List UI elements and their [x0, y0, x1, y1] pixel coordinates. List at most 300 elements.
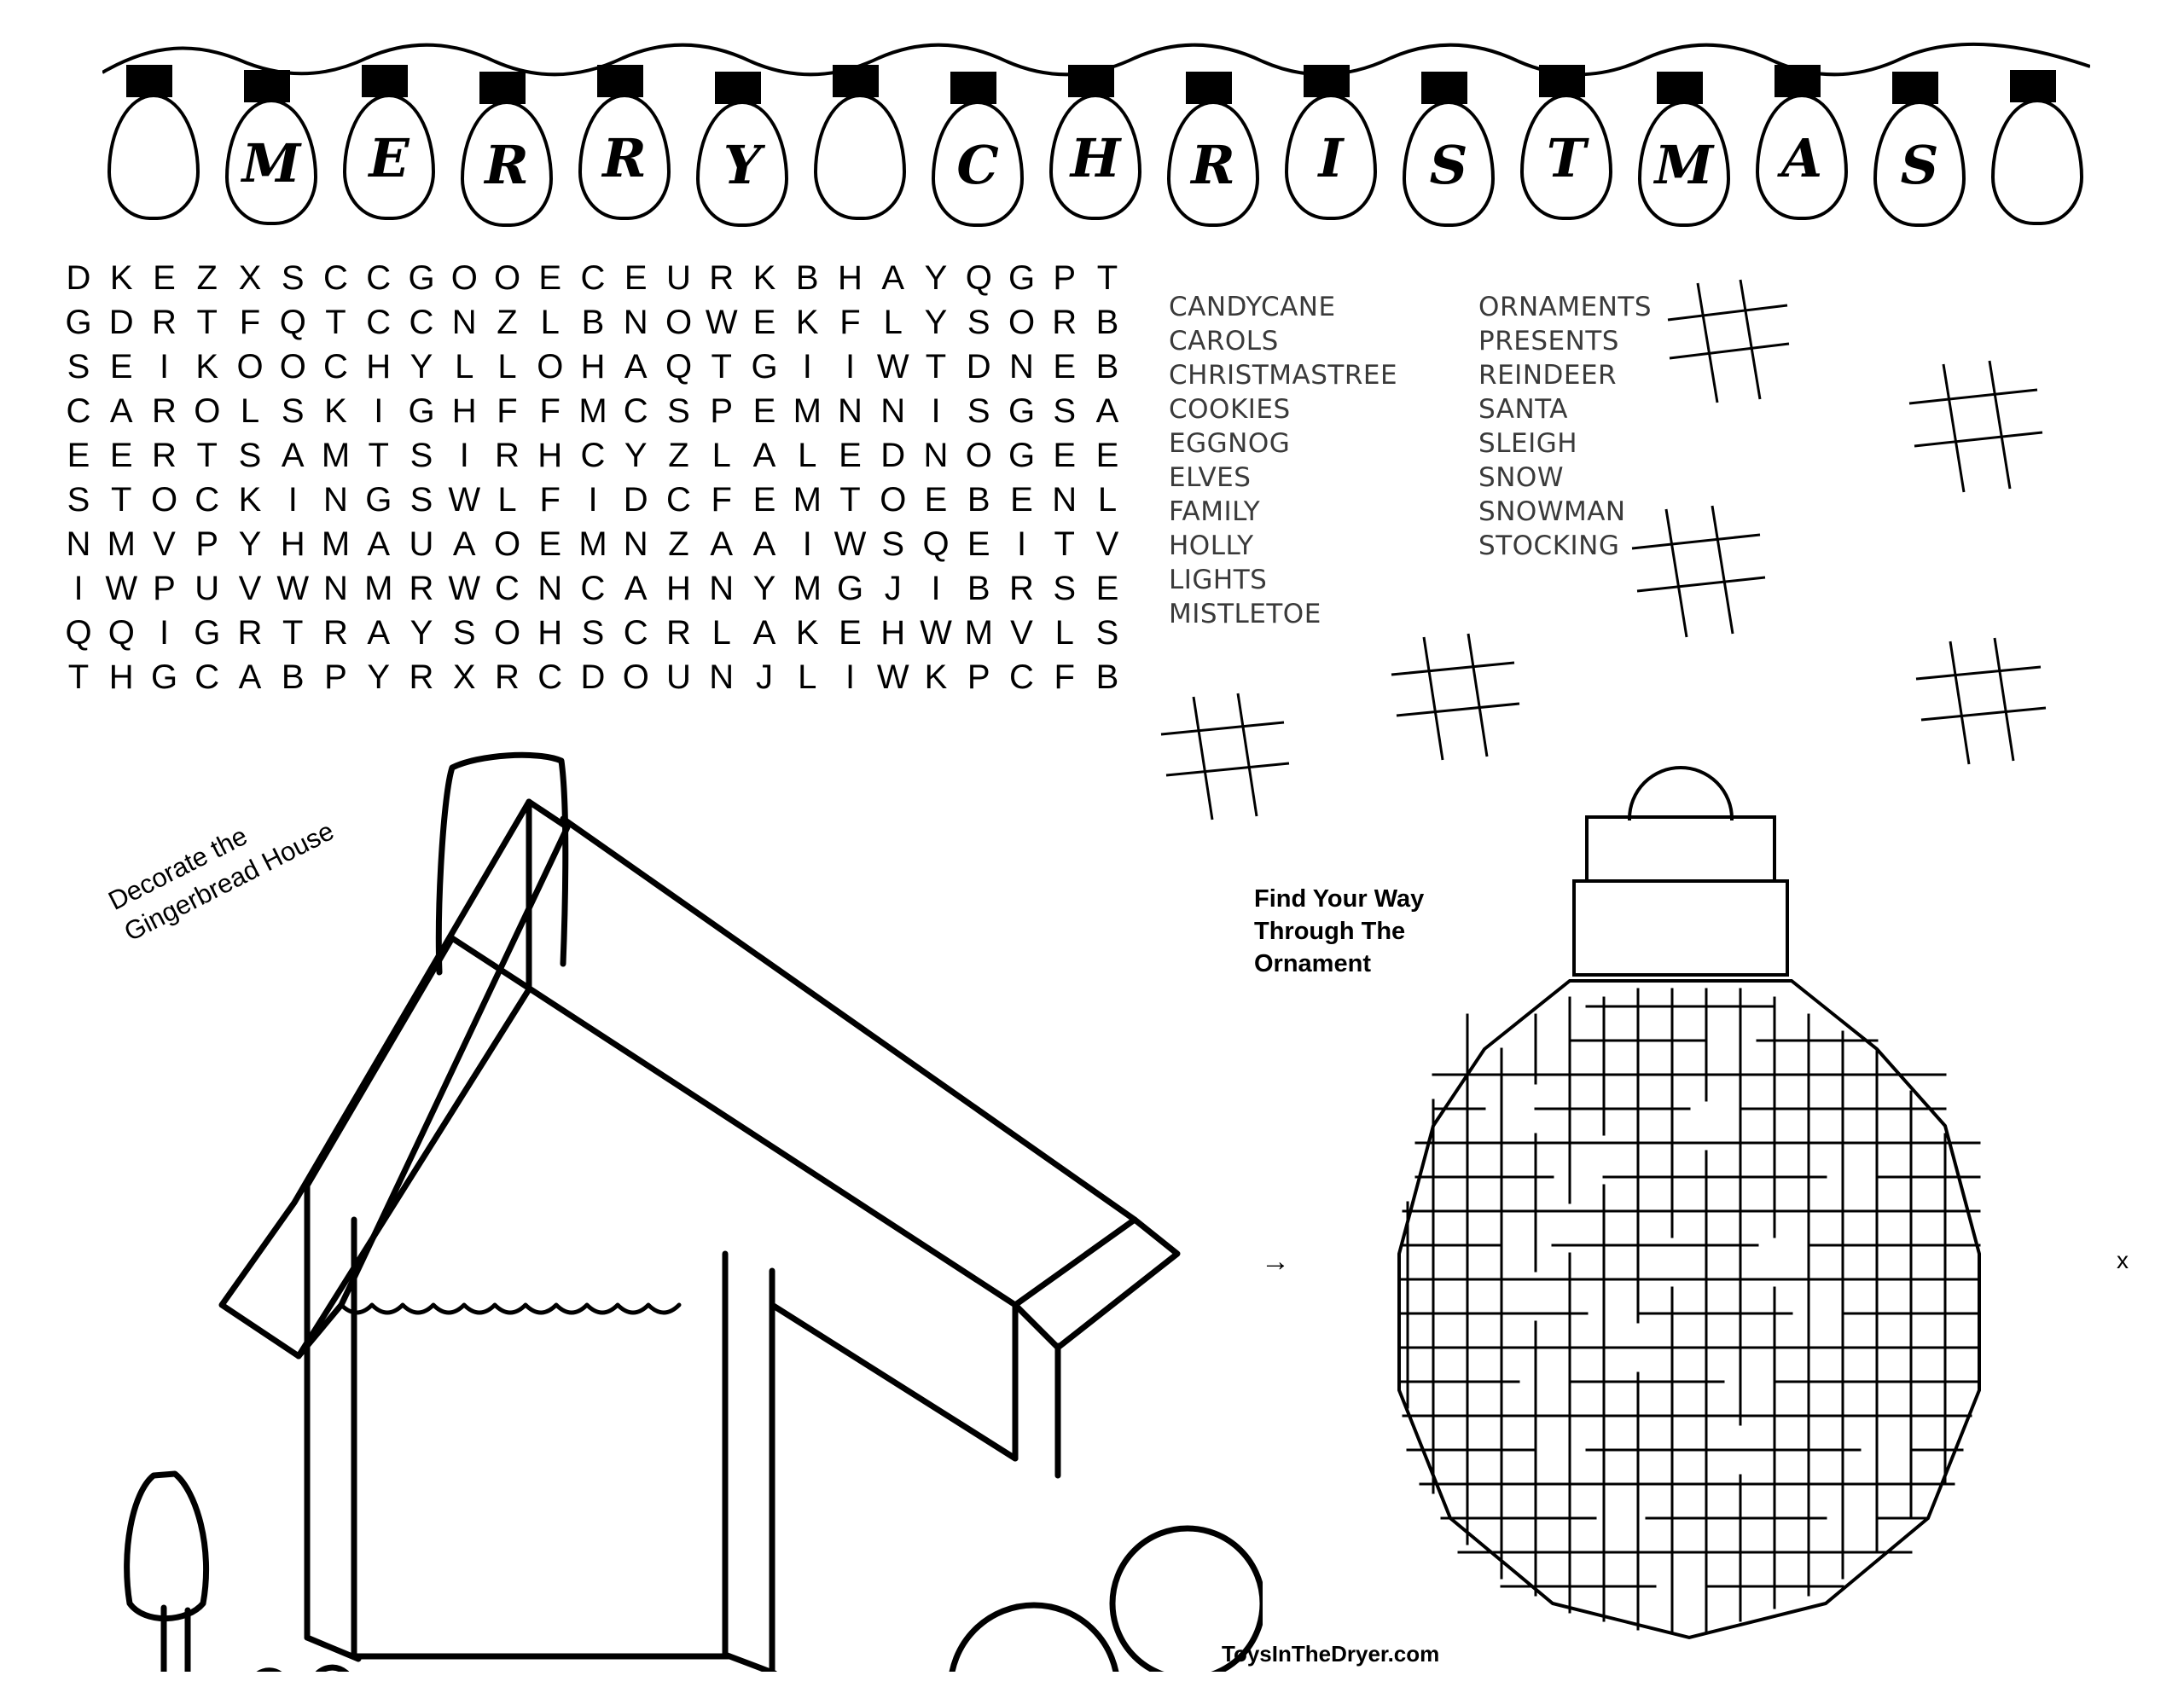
ws-letter: H: [666, 570, 691, 607]
ws-letter: E: [624, 259, 648, 297]
ws-letter: R: [152, 437, 177, 474]
bulb-body: [225, 99, 317, 225]
ws-letter: I: [802, 348, 812, 386]
ws-letter: L: [497, 481, 517, 519]
ws-letter: Q: [279, 304, 306, 341]
gingerbread-house-label: Decorate the Gingerbread House: [103, 815, 339, 948]
ws-letter: Q: [922, 525, 950, 563]
ws-letter: C: [66, 392, 91, 430]
ws-letter: W: [876, 658, 909, 696]
ws-letter: F: [711, 481, 732, 519]
ws-letter: T: [282, 614, 304, 652]
ws-letter: Z: [196, 259, 218, 297]
ws-letter: V: [1095, 525, 1119, 563]
ws-letter: S: [238, 437, 262, 474]
ws-letter: Y: [367, 658, 391, 696]
ws-letter: Y: [238, 525, 262, 563]
ws-letter: G: [408, 392, 435, 430]
ws-letter: O: [965, 437, 992, 474]
ws-letter: H: [451, 392, 477, 430]
ws-letter: B: [795, 259, 819, 297]
ws-letter: O: [493, 525, 521, 563]
ws-letter: U: [666, 658, 691, 696]
ws-letter: K: [924, 658, 948, 696]
ws-letter: D: [623, 481, 648, 519]
bulb-body: [1167, 101, 1259, 227]
ws-letter: I: [159, 348, 170, 386]
ws-letter: A: [109, 392, 133, 430]
ws-letter: C: [195, 481, 220, 519]
ws-letter: L: [240, 392, 260, 430]
site-credit: ToysInTheDryer.com: [1222, 1641, 1440, 1667]
ws-letter: N: [1052, 481, 1077, 519]
ws-letter: U: [409, 525, 434, 563]
ws-letter: L: [1097, 481, 1118, 519]
ws-letter: S: [581, 614, 605, 652]
bulb-cap-icon: [479, 72, 526, 104]
ws-letter: W: [705, 304, 738, 341]
ws-letter: B: [967, 481, 990, 519]
light-bulb: [691, 39, 787, 227]
ws-letter: C: [323, 259, 348, 297]
ws-letter: D: [66, 259, 91, 297]
word-list-column-1: [1169, 290, 1397, 631]
ws-letter: M: [793, 481, 822, 519]
ws-letter: Q: [65, 614, 92, 652]
bulb-body: [696, 101, 788, 227]
ws-letter: A: [752, 525, 776, 563]
ws-letter: V: [238, 570, 262, 607]
bulb-cap-icon: [1186, 72, 1232, 104]
ws-letter: Q: [107, 614, 135, 652]
ws-letter: M: [793, 570, 822, 607]
bulb-letter: T: [1546, 127, 1587, 189]
ws-letter: F: [539, 392, 561, 430]
light-bulb: [1162, 39, 1258, 227]
ws-letter: C: [195, 658, 220, 696]
word-list-item: ELVES: [1169, 462, 1252, 493]
ws-letter: H: [838, 259, 863, 297]
ws-letter: B: [1095, 348, 1119, 386]
ws-letter: M: [321, 437, 351, 474]
bulb-body: [1403, 101, 1495, 227]
word-list-item: SNOWMAN: [1478, 496, 1626, 527]
ws-letter: F: [539, 481, 561, 519]
ws-letter: L: [497, 348, 517, 386]
ws-letter: N: [537, 570, 563, 607]
light-bulb: [338, 32, 433, 220]
ws-letter: G: [751, 348, 778, 386]
ws-letter: W: [876, 348, 909, 386]
bulb-letter: H: [1070, 127, 1121, 189]
ws-letter: N: [623, 525, 648, 563]
ws-letter: N: [323, 570, 348, 607]
ws-letter: E: [1053, 348, 1077, 386]
ws-letter: N: [323, 481, 348, 519]
ws-letter: G: [194, 614, 221, 652]
ws-letter: M: [578, 392, 607, 430]
ws-letter: C: [666, 481, 691, 519]
bulb-cap-icon: [597, 65, 643, 97]
ws-letter: S: [410, 481, 433, 519]
ws-letter: V: [1010, 614, 1033, 652]
ws-letter: I: [1016, 525, 1027, 563]
ws-letter: W: [448, 570, 481, 607]
word-search-row: [60, 655, 1126, 699]
word-list-item: LIGHTS: [1169, 565, 1268, 595]
ws-letter: P: [967, 658, 990, 696]
ws-letter: Y: [924, 304, 948, 341]
ws-letter: E: [924, 481, 948, 519]
light-bulb: [809, 32, 904, 220]
bulb-letter: S: [1429, 134, 1468, 196]
bulb-cap-icon: [950, 72, 996, 104]
ws-letter: X: [452, 658, 476, 696]
word-search-row: [60, 256, 1126, 300]
ws-letter: H: [537, 437, 563, 474]
ws-letter: R: [495, 437, 520, 474]
ws-letter: Q: [965, 259, 992, 297]
ws-letter: C: [623, 614, 648, 652]
word-list-item: ORNAMENTS: [1478, 292, 1653, 322]
light-bulb: [220, 38, 316, 225]
ws-letter: W: [920, 614, 952, 652]
ws-letter: O: [622, 658, 649, 696]
word-list-item: EGGNOG: [1169, 428, 1291, 459]
bulb-cap-icon: [1068, 65, 1114, 97]
bulb-body: [461, 101, 553, 227]
ws-letter: B: [581, 304, 605, 341]
bulb-body: [1756, 94, 1848, 220]
ws-letter: S: [967, 304, 990, 341]
bulb-cap-icon: [1774, 65, 1821, 97]
ws-letter: G: [365, 481, 392, 519]
bulb-cap-icon: [715, 72, 761, 104]
bulb-body: [932, 101, 1024, 227]
ws-letter: Z: [668, 437, 689, 474]
ws-letter: O: [493, 259, 521, 297]
word-search-row: [60, 478, 1126, 522]
ws-letter: A: [624, 348, 648, 386]
bulb-body: [814, 94, 906, 220]
ws-letter: A: [752, 614, 776, 652]
word-search-row: [60, 345, 1126, 389]
ws-letter: Y: [924, 259, 948, 297]
ws-letter: V: [153, 525, 176, 563]
ws-letter: Y: [624, 437, 648, 474]
ws-letter: L: [712, 614, 731, 652]
word-list-item: REINDEER: [1478, 360, 1618, 391]
word-list-item: STOCKING: [1478, 531, 1620, 561]
ws-letter: A: [881, 259, 905, 297]
ws-letter: A: [281, 437, 305, 474]
word-search-row: [60, 566, 1126, 611]
ws-letter: K: [752, 259, 776, 297]
ws-letter: T: [196, 304, 218, 341]
bulb-letter: R: [485, 134, 529, 196]
ws-letter: S: [410, 437, 433, 474]
snowflake-icon: [1651, 273, 1804, 418]
ws-letter: N: [838, 392, 863, 430]
word-list-item: SANTA: [1478, 394, 1568, 425]
word-list-item: CANDYCANE: [1169, 292, 1336, 322]
ws-letter: A: [367, 614, 391, 652]
word-search-row: [60, 522, 1126, 566]
ws-letter: O: [236, 348, 264, 386]
ws-letter: A: [238, 658, 262, 696]
ws-letter: E: [752, 392, 776, 430]
ws-letter: I: [845, 658, 856, 696]
ws-letter: A: [1095, 392, 1119, 430]
ws-letter: N: [709, 570, 735, 607]
bulb-letter: R: [602, 127, 647, 189]
bulb-cap-icon: [244, 70, 290, 102]
word-search-row: [60, 611, 1126, 655]
ws-letter: T: [196, 437, 218, 474]
ws-letter: C: [580, 437, 606, 474]
ws-letter: S: [667, 392, 690, 430]
ws-letter: I: [374, 392, 384, 430]
ws-letter: I: [931, 570, 941, 607]
ws-letter: R: [1009, 570, 1034, 607]
bulb-cap-icon: [833, 65, 879, 97]
ws-letter: E: [967, 525, 990, 563]
bulb-body: [107, 94, 200, 220]
ws-letter: E: [752, 481, 776, 519]
word-list: [1169, 290, 1652, 631]
ws-letter: L: [883, 304, 903, 341]
bulb-letter: C: [956, 134, 999, 196]
ws-letter: R: [409, 658, 434, 696]
ws-letter: J: [884, 570, 902, 607]
ws-letter: N: [880, 392, 906, 430]
ws-letter: O: [880, 481, 907, 519]
light-bulb: [1868, 39, 1964, 227]
light-bulb: [926, 39, 1022, 227]
ws-letter: H: [280, 525, 305, 563]
ws-letter: Y: [410, 348, 433, 386]
ws-letter: K: [324, 392, 347, 430]
ws-letter: H: [108, 658, 134, 696]
ws-letter: Z: [668, 525, 689, 563]
ws-letter: T: [1054, 525, 1075, 563]
ws-letter: E: [839, 614, 862, 652]
ws-letter: Q: [665, 348, 693, 386]
ws-letter: P: [710, 392, 734, 430]
ws-letter: S: [967, 392, 990, 430]
ws-letter: E: [1095, 437, 1119, 474]
ws-letter: G: [1008, 259, 1036, 297]
ws-letter: T: [325, 304, 346, 341]
ws-letter: P: [153, 570, 176, 607]
ws-letter: I: [931, 392, 941, 430]
ws-letter: A: [710, 525, 734, 563]
light-bulb: [102, 32, 198, 220]
ws-letter: E: [109, 437, 133, 474]
ws-letter: T: [711, 348, 732, 386]
ws-letter: Z: [497, 304, 518, 341]
ws-letter: M: [793, 392, 822, 430]
ws-letter: R: [152, 304, 177, 341]
maze-exit-marker: x: [2117, 1247, 2129, 1273]
bulb-letter: M: [1654, 134, 1714, 196]
ws-letter: L: [540, 304, 560, 341]
ws-letter: C: [623, 392, 648, 430]
bulb-cap-icon: [1657, 72, 1703, 104]
ws-letter: F: [497, 392, 518, 430]
ws-letter: O: [450, 259, 478, 297]
ws-letter: K: [238, 481, 262, 519]
ws-letter: E: [1053, 437, 1077, 474]
light-bulb: [1633, 39, 1728, 227]
ws-letter: O: [150, 481, 178, 519]
ws-letter: C: [409, 304, 434, 341]
ws-letter: M: [578, 525, 607, 563]
bulb-letter: E: [369, 127, 410, 189]
light-bulb: [1751, 32, 1846, 220]
ws-letter: F: [239, 304, 261, 341]
ws-letter: I: [459, 437, 469, 474]
ornament-maze: [1228, 674, 2175, 1689]
ws-letter: F: [1054, 658, 1075, 696]
ws-letter: I: [288, 481, 298, 519]
ws-letter: B: [1095, 658, 1119, 696]
ws-letter: A: [452, 525, 476, 563]
ws-letter: G: [836, 570, 864, 607]
light-bulb: [1044, 32, 1140, 220]
ws-letter: S: [1095, 614, 1119, 652]
word-search-row: [60, 433, 1126, 478]
light-bulb: [1280, 32, 1375, 220]
ws-letter: P: [1053, 259, 1077, 297]
ws-letter: I: [159, 614, 170, 652]
ws-letter: C: [366, 259, 392, 297]
ws-letter: N: [66, 525, 91, 563]
light-bulb: [456, 39, 551, 227]
ws-letter: O: [665, 304, 693, 341]
ws-letter: L: [455, 348, 474, 386]
ws-letter: P: [195, 525, 219, 563]
maze-instruction-label: Find Your Way Through The Ornament: [1254, 885, 1425, 977]
ws-letter: B: [967, 570, 990, 607]
ws-letter: A: [624, 570, 648, 607]
ws-letter: T: [839, 481, 861, 519]
ws-letter: R: [409, 570, 434, 607]
ws-letter: C: [1009, 658, 1034, 696]
ws-letter: I: [802, 525, 812, 563]
word-list-item: FAMILY: [1169, 496, 1261, 527]
ws-letter: J: [756, 658, 773, 696]
word-list-item: HOLLY: [1169, 531, 1254, 561]
ornament-maze-drawing: [1228, 674, 2175, 1689]
ws-letter: B: [1095, 304, 1119, 341]
ws-letter: E: [839, 437, 862, 474]
word-search-row: [60, 389, 1126, 433]
ws-letter: G: [65, 304, 92, 341]
ws-letter: L: [1054, 614, 1074, 652]
ws-letter: E: [752, 304, 776, 341]
bulb-cap-icon: [1892, 72, 1938, 104]
bulb-cap-icon: [362, 65, 408, 97]
ws-letter: R: [152, 392, 177, 430]
ws-letter: C: [580, 259, 606, 297]
ws-letter: W: [448, 481, 481, 519]
bulb-body: [1638, 101, 1730, 227]
ws-letter: C: [366, 304, 392, 341]
ws-letter: M: [964, 614, 993, 652]
ws-letter: S: [281, 259, 305, 297]
ws-letter: K: [795, 304, 819, 341]
word-list-item: SNOW: [1478, 462, 1564, 493]
ws-letter: W: [276, 570, 310, 607]
snowflake-icon: [1617, 499, 1779, 652]
merry-christmas-banner: [102, 26, 2090, 222]
bulb-body: [1873, 101, 1966, 227]
ws-letter: H: [880, 614, 906, 652]
ws-letter: C: [323, 348, 348, 386]
word-search-grid: [60, 256, 1126, 699]
ws-letter: M: [107, 525, 136, 563]
bulb-letter: I: [1318, 127, 1344, 189]
word-list-item: COOKIES: [1169, 394, 1291, 425]
ws-letter: U: [666, 259, 691, 297]
word-list-item: CAROLS: [1169, 326, 1279, 357]
ws-letter: Y: [752, 570, 776, 607]
ws-letter: K: [109, 259, 133, 297]
light-bulb: [1986, 38, 2082, 225]
bulb-body: [1991, 99, 2083, 225]
ws-letter: R: [666, 614, 691, 652]
ws-letter: N: [623, 304, 648, 341]
ws-letter: N: [709, 658, 735, 696]
maze-entry-arrow-icon: →: [1261, 1245, 1290, 1278]
ws-letter: E: [1095, 570, 1119, 607]
bulb-cap-icon: [1421, 72, 1467, 104]
ws-letter: B: [281, 658, 305, 696]
ws-letter: S: [1053, 392, 1077, 430]
ws-letter: H: [580, 348, 606, 386]
ws-letter: N: [923, 437, 949, 474]
ws-letter: T: [925, 348, 947, 386]
ws-letter: T: [1096, 259, 1118, 297]
bulb-letter: Y: [723, 134, 762, 196]
ws-letter: O: [537, 348, 564, 386]
ws-letter: S: [281, 392, 305, 430]
ws-letter: L: [798, 437, 817, 474]
ws-letter: I: [73, 570, 84, 607]
ws-letter: I: [845, 348, 856, 386]
ws-letter: M: [321, 525, 351, 563]
light-bulb: [573, 32, 669, 220]
ws-letter: G: [1008, 392, 1036, 430]
ws-letter: F: [839, 304, 861, 341]
bulb-cap-icon: [2010, 70, 2056, 102]
ws-letter: H: [366, 348, 392, 386]
ws-letter: G: [408, 259, 435, 297]
ws-letter: N: [451, 304, 477, 341]
ws-letter: W: [105, 570, 138, 607]
light-bulb: [1397, 39, 1493, 227]
ws-letter: S: [1053, 570, 1077, 607]
ws-letter: E: [1010, 481, 1033, 519]
ws-letter: A: [752, 437, 776, 474]
ws-letter: P: [324, 658, 347, 696]
ws-letter: L: [798, 658, 817, 696]
ws-letter: S: [67, 348, 90, 386]
ws-letter: Y: [410, 614, 433, 652]
ws-letter: H: [537, 614, 563, 652]
ws-letter: K: [195, 348, 219, 386]
